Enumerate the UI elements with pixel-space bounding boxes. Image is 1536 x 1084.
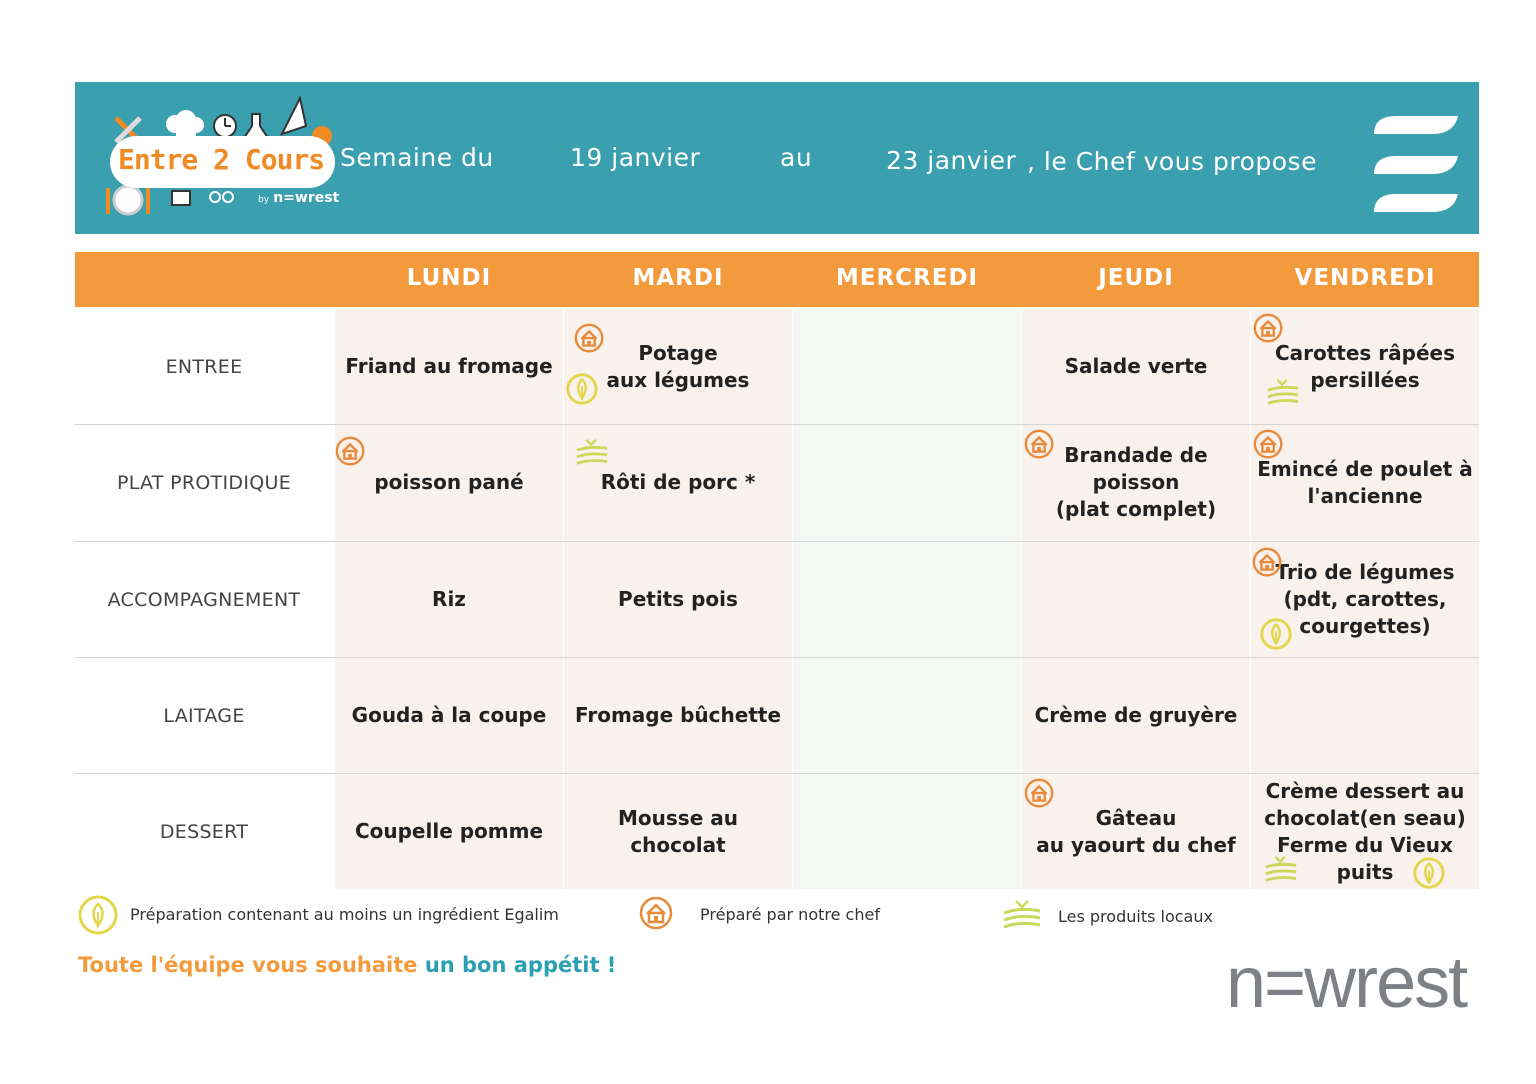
menu-cell [564,774,792,889]
row-divider [75,657,1479,658]
menu-cell [793,542,1021,657]
day-mercredi: MERCREDI [835,265,979,291]
dish-name: Gâteau au yaourt du chef [1036,805,1236,857]
menu-cell [793,425,1021,540]
legend-local: Les produits locaux [1058,907,1213,926]
menu-cell [335,425,563,540]
day-jeudi: JEUDI [1098,265,1174,291]
day-mardi: MARDI [632,265,724,291]
egalim-leaf-icon [77,894,119,936]
dish-name: Crème de gruyère [1034,703,1238,727]
chef-house-icon [334,435,368,469]
row-label: DESSERT [159,820,249,843]
dish-name: Crème dessert au chocolat(en seau) Ferme du Vieux puits [1264,778,1466,884]
row-label: PLAT PROTIDIQUE [116,471,292,494]
dish-name: Petits pois [618,587,738,611]
menu-cell [793,309,1021,424]
row-divider [75,424,1479,425]
chef-house-icon [1252,428,1286,462]
dish-name: Rôti de porc * [600,470,756,494]
chef-house-icon [573,322,607,356]
date-connector: au [780,143,813,172]
newrest-logo: n=wrest [1226,943,1467,1023]
menu-cell [793,774,1021,889]
egalim-leaf-icon [565,372,599,406]
dish-name: Emincé de poulet à l'ancienne [1257,456,1473,508]
chef-house-icon [1023,777,1057,811]
week-label: Semaine du [340,143,494,172]
local-products-icon [575,437,609,471]
chef-house-icon [1023,428,1057,462]
date-end: 23 janvier [886,146,1017,175]
dish-name: Riz [432,587,466,611]
chef-house-icon [1252,312,1286,346]
logo-title: Entre 2 Cours [118,143,325,176]
dish-name: Gouda à la coupe [351,703,547,727]
logo-byline: by n=wrest [258,190,340,206]
dish-name: Carottes râpées persillées [1274,340,1456,392]
dish-name: Mousse au chocolat [618,805,738,857]
date-start: 19 janvier [570,143,701,172]
menu-cell [335,774,563,889]
newrest-stripes-icon [1366,112,1461,217]
bon-appetit-slogan: Toute l'équipe vous souhaite un bon appétit ! [78,953,617,977]
menu-cell [1022,658,1250,773]
row-label: ACCOMPAGNEMENT [107,588,301,611]
legend-egalim: Préparation contenant au moins un ingrédient Egalim [130,905,559,924]
day-vendredi: VENDREDI [1294,265,1436,291]
menu-cell [335,309,563,424]
row-divider [75,541,1479,542]
menu-cell [564,658,792,773]
dish-name: Fromage bûchette [574,703,782,727]
local-products-icon [1264,854,1298,888]
menu-cell [1022,542,1250,657]
chef-house-icon [1251,546,1285,580]
dish-name: Coupelle pomme [354,819,544,843]
dish-name: Brandade de poisson (plat complet) [1055,443,1217,521]
row-label: LAITAGE [163,704,245,727]
chef-house-icon [638,895,674,931]
menu-cell [1251,658,1479,773]
dish-name: Trio de légumes (pdt, carottes, courgettes) [1275,560,1455,638]
dish-name: poisson pané [374,470,524,494]
egalim-leaf-icon [1412,856,1446,890]
dish-name: Potage aux légumes [606,340,750,392]
dish-name: Friand au fromage [345,354,553,378]
row-label: ENTREE [165,355,243,378]
chef-proposes-text: , le Chef vous propose [1027,147,1317,176]
day-lundi: LUNDI [406,265,492,291]
menu-cell [1022,309,1250,424]
legend-chef: Préparé par notre chef [700,905,880,924]
entre-2-cours-logo [100,96,340,221]
menu-cell [335,542,563,657]
local-products-icon [1002,897,1042,933]
dish-name: Salade verte [1064,354,1208,378]
menu-cell [793,658,1021,773]
menu-cell [335,658,563,773]
local-products-icon [1266,377,1300,411]
row-divider [75,773,1479,774]
menu-cell [564,542,792,657]
egalim-leaf-icon [1259,617,1293,651]
